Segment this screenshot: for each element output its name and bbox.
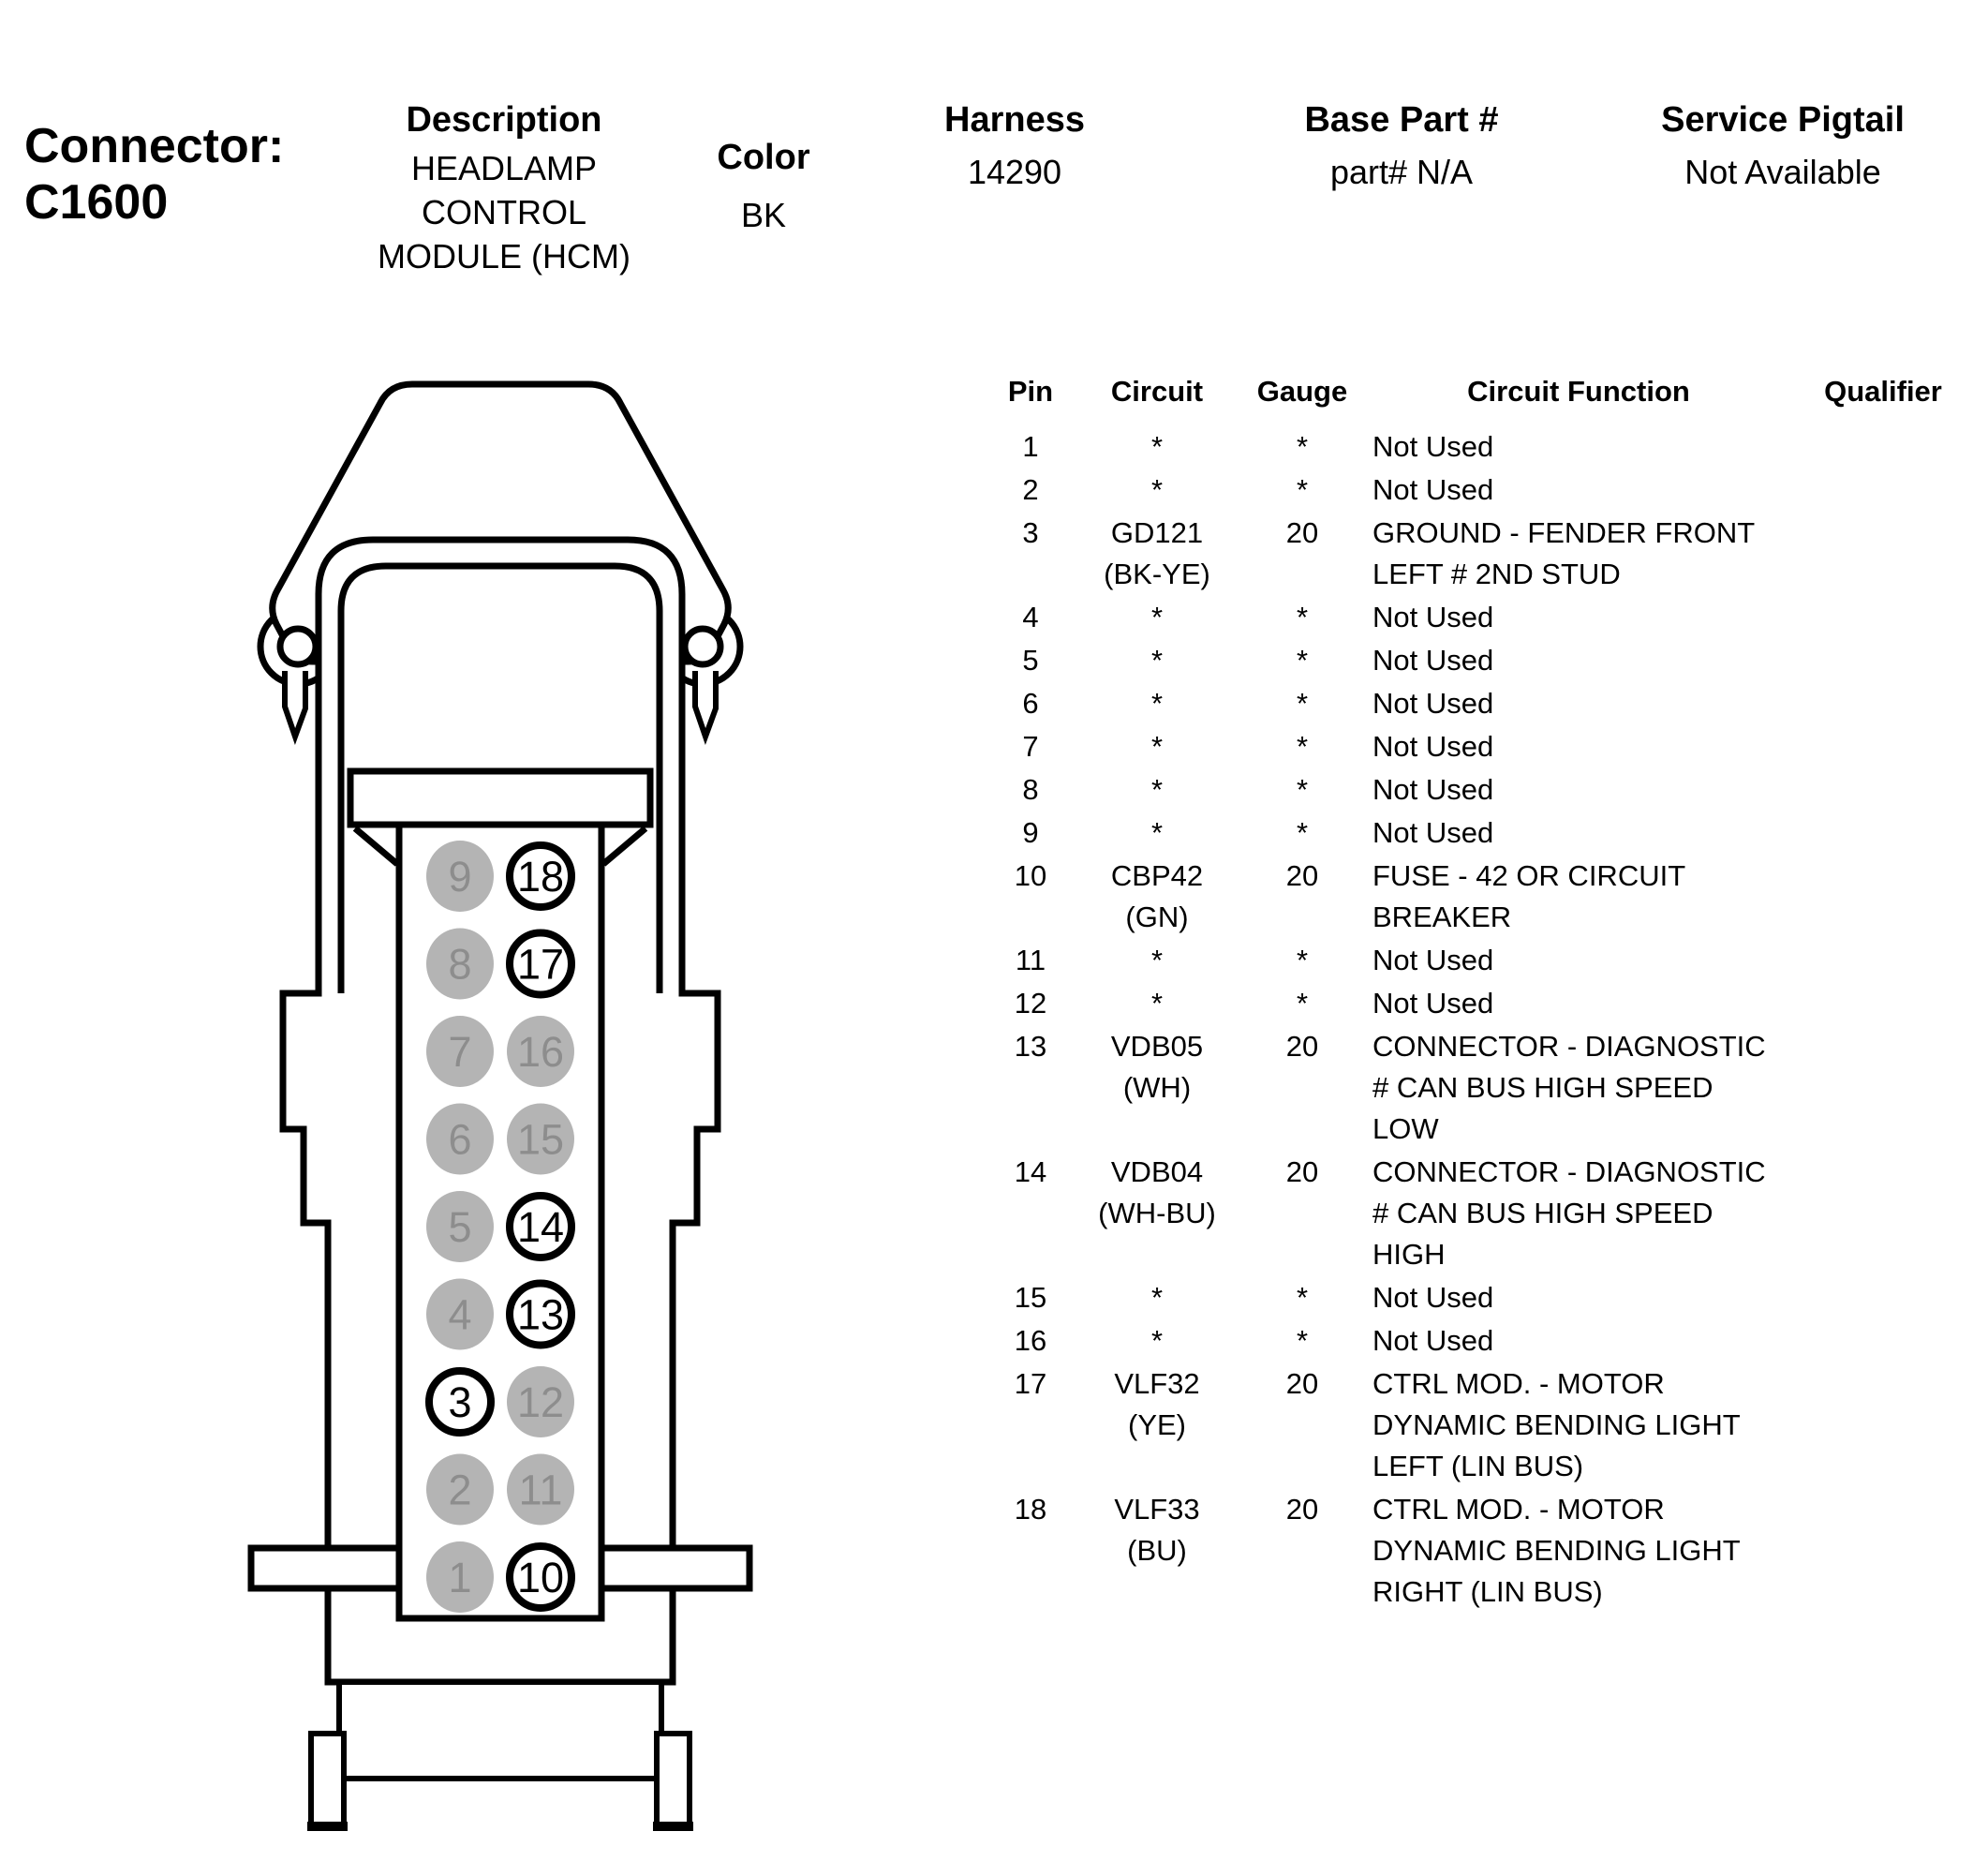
cell-circuit: *: [1150, 601, 1164, 633]
svg-text:17: 17: [516, 940, 565, 989]
cell-circuit: *: [1150, 816, 1164, 849]
description-line-3: MODULE (HCM): [378, 237, 630, 275]
cell-qualifier: [1799, 1489, 1967, 1613]
connector-id: C1600: [24, 175, 169, 230]
pin-table: [993, 426, 1967, 1615]
cell-circuit-function: CTRL MOD. - MOTOR DYNAMIC BENDING LIGHT LEFT (LIN BUS): [1372, 1367, 1741, 1482]
cell-gauge: *: [1296, 1324, 1309, 1357]
pin-8: [426, 929, 494, 1000]
cell-circuit-function: Not Used: [1372, 430, 1494, 463]
cell-pin: 2: [1022, 473, 1039, 506]
cell-qualifier: [1799, 1320, 1967, 1362]
pin-2: [426, 1454, 494, 1526]
cell-circuit: VDB05 (WH): [1110, 1030, 1204, 1104]
svg-text:12: 12: [516, 1378, 565, 1426]
pin-1: [426, 1541, 494, 1613]
table-row: [993, 1320, 1967, 1362]
pin-14: [510, 1196, 571, 1258]
table-row: [993, 469, 1967, 511]
cell-pin: 12: [1014, 987, 1047, 1020]
left-foot: [311, 1734, 344, 1825]
table-row: [993, 1489, 1967, 1613]
pin-9: [426, 841, 494, 912]
cell-pin: 1: [1022, 430, 1039, 463]
description-label: Description: [406, 100, 602, 140]
cell-gauge: *: [1296, 944, 1309, 976]
cell-pin: 3: [1022, 516, 1039, 549]
table-row: [993, 513, 1967, 595]
description-block: [363, 101, 645, 278]
cell-circuit: CBP42 (GN): [1110, 859, 1204, 933]
table-row: [993, 940, 1967, 981]
cell-gauge: 20: [1285, 1030, 1319, 1063]
cell-circuit: *: [1150, 730, 1164, 763]
right-foot-base: [653, 1822, 693, 1831]
svg-text:11: 11: [518, 1466, 563, 1514]
cell-pin: 14: [1014, 1155, 1047, 1188]
col-header-circuit: Circuit: [1110, 375, 1204, 408]
cell-circuit: *: [1150, 473, 1164, 506]
cell-circuit: *: [1150, 944, 1164, 976]
svg-text:10: 10: [516, 1554, 565, 1601]
pin-15: [507, 1104, 574, 1175]
table-row: [993, 1026, 1967, 1150]
right-foot: [657, 1734, 690, 1825]
cell-qualifier: [1799, 1363, 1967, 1487]
svg-text:6: 6: [448, 1115, 472, 1164]
cell-gauge: *: [1296, 1281, 1309, 1314]
pin-3: [429, 1371, 491, 1433]
cell-pin: 13: [1014, 1030, 1047, 1063]
svg-text:2: 2: [448, 1466, 472, 1514]
cell-qualifier: [1799, 856, 1967, 938]
svg-text:14: 14: [516, 1203, 565, 1251]
pin-4: [426, 1279, 494, 1350]
col-header-pin: Pin: [1007, 375, 1054, 408]
description-line-1: HEADLAMP: [410, 149, 598, 187]
cell-circuit: *: [1150, 1324, 1164, 1357]
cell-pin: 8: [1022, 773, 1039, 806]
pin-11: [507, 1454, 574, 1526]
cell-pin: 11: [1015, 944, 1046, 976]
cell-qualifier: [1799, 940, 1967, 981]
table-row: [993, 812, 1967, 854]
cell-circuit: VLF33 (BU): [1114, 1493, 1200, 1567]
cell-qualifier: [1799, 983, 1967, 1024]
description-line-2: CONTROL: [421, 193, 586, 231]
table-row: [993, 1152, 1967, 1275]
cell-circuit-function: Not Used: [1372, 730, 1494, 763]
cell-gauge: *: [1296, 687, 1309, 720]
svg-text:13: 13: [516, 1290, 565, 1339]
cell-circuit: *: [1150, 687, 1164, 720]
col-header-gauge: Gauge: [1256, 375, 1348, 408]
pin-12: [507, 1366, 574, 1437]
pin-6: [426, 1104, 494, 1175]
cell-gauge: *: [1296, 773, 1309, 806]
cell-pin: 16: [1014, 1324, 1047, 1357]
pin-field-top-bar: [350, 771, 650, 825]
cell-pin: 4: [1022, 601, 1039, 633]
cell-qualifier: [1799, 726, 1967, 767]
cell-qualifier: [1799, 640, 1967, 681]
pin-13: [510, 1284, 571, 1346]
cell-circuit-function: CONNECTOR - DIAGNOSTIC # CAN BUS HIGH SPEED HIGH: [1372, 1155, 1766, 1271]
cell-pin: 5: [1022, 644, 1039, 677]
pin-table-header: [993, 371, 1967, 412]
col-header-circuit-function: Circuit Function: [1467, 375, 1690, 408]
pin-16: [507, 1016, 574, 1087]
cell-qualifier: [1799, 513, 1967, 595]
service-pigtail-label: Service Pigtail: [1661, 100, 1905, 140]
svg-text:16: 16: [516, 1028, 565, 1076]
cell-circuit: *: [1150, 1281, 1164, 1314]
connector-title: [24, 118, 284, 231]
cell-pin: 10: [1014, 859, 1047, 892]
table-row: [993, 683, 1967, 724]
svg-text:18: 18: [516, 853, 565, 901]
cell-gauge: *: [1296, 816, 1309, 849]
pin-18: [510, 845, 571, 907]
cell-pin: 15: [1014, 1281, 1047, 1314]
cell-circuit-function: Not Used: [1372, 601, 1494, 633]
cell-circuit-function: Not Used: [1372, 944, 1494, 976]
table-row: [993, 1363, 1967, 1487]
table-row: [993, 640, 1967, 681]
svg-text:7: 7: [448, 1028, 472, 1076]
table-row: [993, 769, 1967, 811]
svg-text:15: 15: [516, 1115, 565, 1164]
cell-pin: 9: [1022, 816, 1039, 849]
cell-circuit-function: FUSE - 42 OR CIRCUIT BREAKER: [1372, 859, 1686, 933]
left-foot-base: [307, 1822, 348, 1831]
color-block: [698, 139, 829, 237]
cell-qualifier: [1799, 812, 1967, 854]
right-ear-hole: [685, 629, 720, 664]
cell-circuit: VDB04 (WH-BU): [1098, 1155, 1216, 1229]
cell-gauge: *: [1296, 730, 1309, 763]
pin-10: [510, 1546, 571, 1608]
cell-qualifier: [1799, 1152, 1967, 1275]
cell-circuit-function: Not Used: [1372, 987, 1494, 1020]
base-part-block: [1275, 101, 1528, 194]
cell-circuit: *: [1150, 430, 1164, 463]
harness-label: Harness: [944, 100, 1085, 140]
svg-text:1: 1: [448, 1554, 472, 1601]
cell-gauge: *: [1296, 644, 1309, 677]
pin-17: [510, 933, 571, 995]
cell-gauge: *: [1296, 473, 1309, 506]
table-row: [993, 983, 1967, 1024]
cell-gauge: *: [1296, 430, 1309, 463]
table-row: [993, 726, 1967, 767]
cell-circuit: VLF32 (YE): [1114, 1367, 1200, 1441]
cell-circuit-function: CONNECTOR - DIAGNOSTIC # CAN BUS HIGH SPEED LOW: [1372, 1030, 1766, 1145]
cell-circuit-function: Not Used: [1372, 816, 1494, 849]
cell-circuit-function: Not Used: [1372, 1324, 1494, 1357]
color-label: Color: [717, 138, 810, 177]
service-pigtail-value: Not Available: [1684, 153, 1881, 191]
right-ear-stub: [695, 671, 716, 737]
cell-gauge: 20: [1285, 516, 1319, 549]
cell-circuit: GD121 (BK-YE): [1104, 516, 1210, 590]
cell-qualifier: [1799, 769, 1967, 811]
cell-qualifier: [1799, 597, 1967, 638]
cell-circuit: *: [1150, 773, 1164, 806]
table-row: [993, 856, 1967, 938]
cell-circuit: *: [1150, 987, 1164, 1020]
cell-gauge: 20: [1285, 1367, 1319, 1400]
cell-qualifier: [1799, 1026, 1967, 1150]
cell-pin: 18: [1014, 1493, 1047, 1526]
cell-circuit-function: Not Used: [1372, 473, 1494, 506]
cell-circuit-function: GROUND - FENDER FRONT LEFT # 2ND STUD: [1372, 516, 1756, 590]
svg-text:9: 9: [448, 853, 472, 901]
base-part-value: part# N/A: [1329, 153, 1474, 191]
bottom-box: [339, 1682, 661, 1779]
service-pigtail-block: [1642, 101, 1923, 194]
cell-gauge: 20: [1285, 1155, 1319, 1188]
col-header-qualifier: Qualifier: [1824, 375, 1942, 408]
cell-circuit-function: CTRL MOD. - MOTOR DYNAMIC BENDING LIGHT RIGHT (LIN BUS): [1372, 1493, 1741, 1608]
svg-text:5: 5: [448, 1203, 472, 1251]
cell-pin: 7: [1022, 730, 1039, 763]
cell-circuit-function: Not Used: [1372, 687, 1494, 720]
cell-circuit-function: Not Used: [1372, 773, 1494, 806]
svg-text:4: 4: [448, 1290, 472, 1339]
cell-circuit: *: [1150, 644, 1164, 677]
base-part-label: Base Part #: [1304, 100, 1499, 140]
pin-5: [426, 1191, 494, 1262]
connector-diagram: [225, 356, 768, 1855]
cell-gauge: *: [1296, 987, 1309, 1020]
cell-pin: 6: [1022, 687, 1039, 720]
table-row: [993, 1277, 1967, 1318]
table-row: [993, 597, 1967, 638]
cell-circuit-function: Not Used: [1372, 1281, 1494, 1314]
cell-gauge: 20: [1285, 859, 1319, 892]
harness-block: [912, 101, 1118, 194]
cell-qualifier: [1799, 1277, 1967, 1318]
table-row: [993, 426, 1967, 468]
svg-text:8: 8: [448, 940, 472, 989]
svg-text:3: 3: [448, 1378, 472, 1426]
cell-circuit-function: Not Used: [1372, 644, 1494, 677]
left-ear-stub: [285, 671, 305, 737]
harness-value: 14290: [967, 153, 1062, 191]
cell-pin: 17: [1014, 1367, 1047, 1400]
pin-7: [426, 1016, 494, 1087]
color-value: BK: [740, 196, 787, 234]
cell-qualifier: [1799, 469, 1967, 511]
cell-gauge: *: [1296, 601, 1309, 633]
cell-qualifier: [1799, 683, 1967, 724]
connector-label: Connector:: [24, 119, 285, 173]
left-ear-hole: [280, 629, 316, 664]
cell-qualifier: [1799, 426, 1967, 468]
cell-gauge: 20: [1285, 1493, 1319, 1526]
